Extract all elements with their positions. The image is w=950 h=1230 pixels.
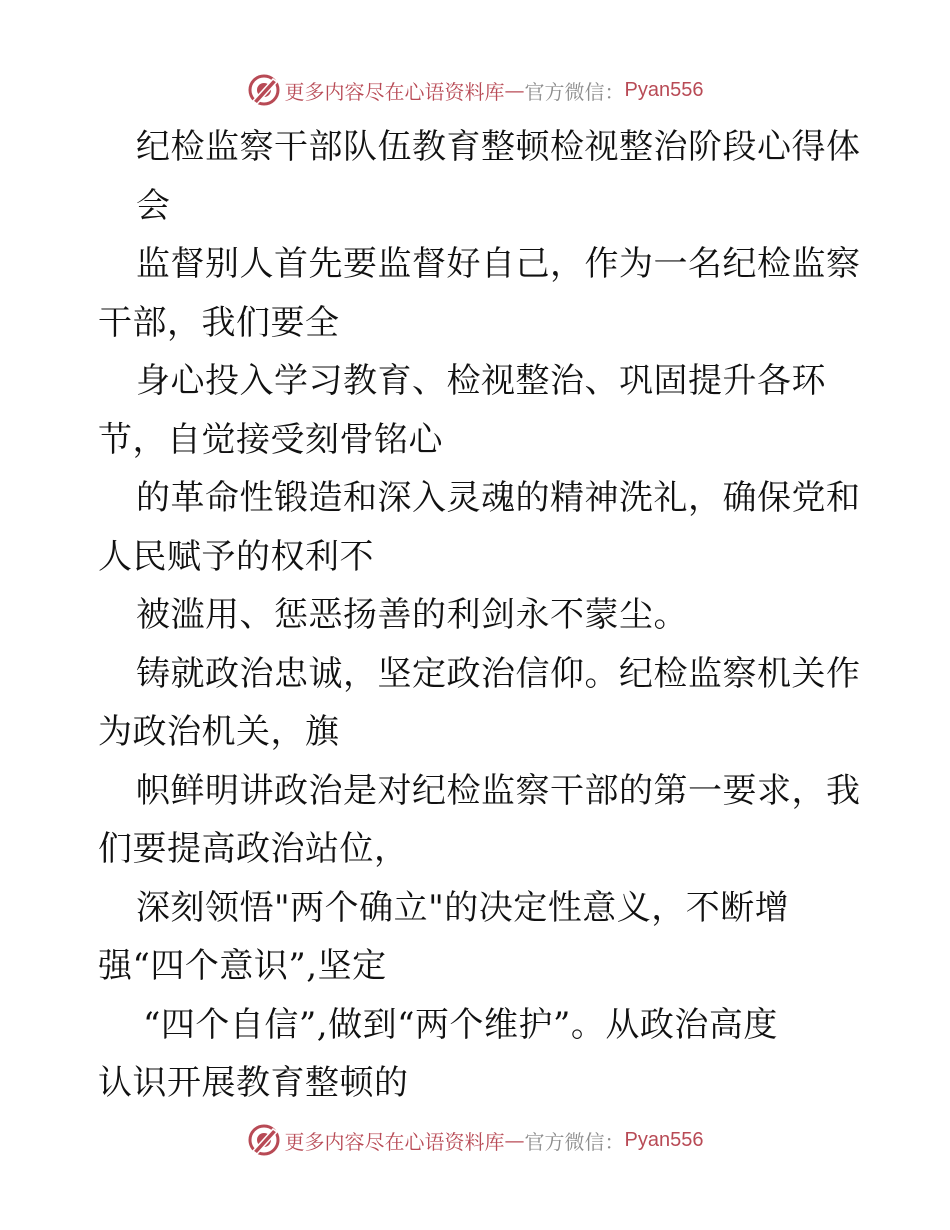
document-body (98, 118, 868, 1113)
footer-banner (0, 1120, 950, 1160)
paragraph-line: 节，自觉接受刻骨铭心 (98, 419, 443, 460)
paragraph-line: 认识开展教育整顿的 (98, 1063, 409, 1103)
footer-promo-text: 更多内容尽在心语资料库 (284, 1129, 505, 1154)
document-title-line-2: 会 (136, 185, 171, 226)
document-title-line-1: 纪检监察干部队伍教育整顿检视整治阶段心得体 (136, 127, 861, 167)
paragraph-line: 的革命性锻造和深入灵魂的精神洗礼，确保党和 (136, 478, 861, 518)
paragraph-line: 监督别人首先要监督好自己，作为一名纪检监察 (136, 244, 861, 284)
pen-logo-icon (247, 73, 281, 107)
paragraph-line: 们要提高政治站位， (98, 829, 409, 869)
paragraph-line: 铸就政治忠诚，坚定政治信仰。纪检监察机关作 (136, 653, 861, 694)
header-banner (0, 70, 950, 110)
paragraph-line: 人民赋予的权利不 (98, 536, 374, 577)
paragraph-line: 深刻领悟"两个确立"的决定性意义，不断增 (136, 887, 790, 928)
paragraph-line: 帜鲜明讲政治是对纪检监察干部的第一要求，我 (136, 770, 861, 811)
paragraph-line: 干部，我们要全 (98, 302, 340, 343)
footer-wechat-id: Pyan556 (624, 1128, 704, 1151)
paragraph-line: 被滥用、惩恶扬善的利剑永不蒙尘。 (136, 595, 688, 635)
pen-logo-icon (247, 1123, 281, 1157)
footer-dash: — (504, 1128, 525, 1152)
paragraph-line: 强“四个意识”,坚定 (98, 946, 387, 986)
header-wechat-id: Pyan556 (624, 78, 704, 101)
footer-wechat-label: 官方微信： (524, 1129, 625, 1154)
paragraph-line: “四个自信”,做到“两个维护”。从政治高度 (143, 1004, 778, 1045)
paragraph-line: 为政治机关，旗 (98, 712, 340, 752)
header-wechat-label: 官方微信： (524, 79, 625, 104)
header-promo-text: 更多内容尽在心语资料库 (284, 79, 505, 104)
paragraph-line: 身心投入学习教育、检视整治、巩固提升各环 (136, 361, 826, 401)
header-dash: — (504, 78, 525, 102)
